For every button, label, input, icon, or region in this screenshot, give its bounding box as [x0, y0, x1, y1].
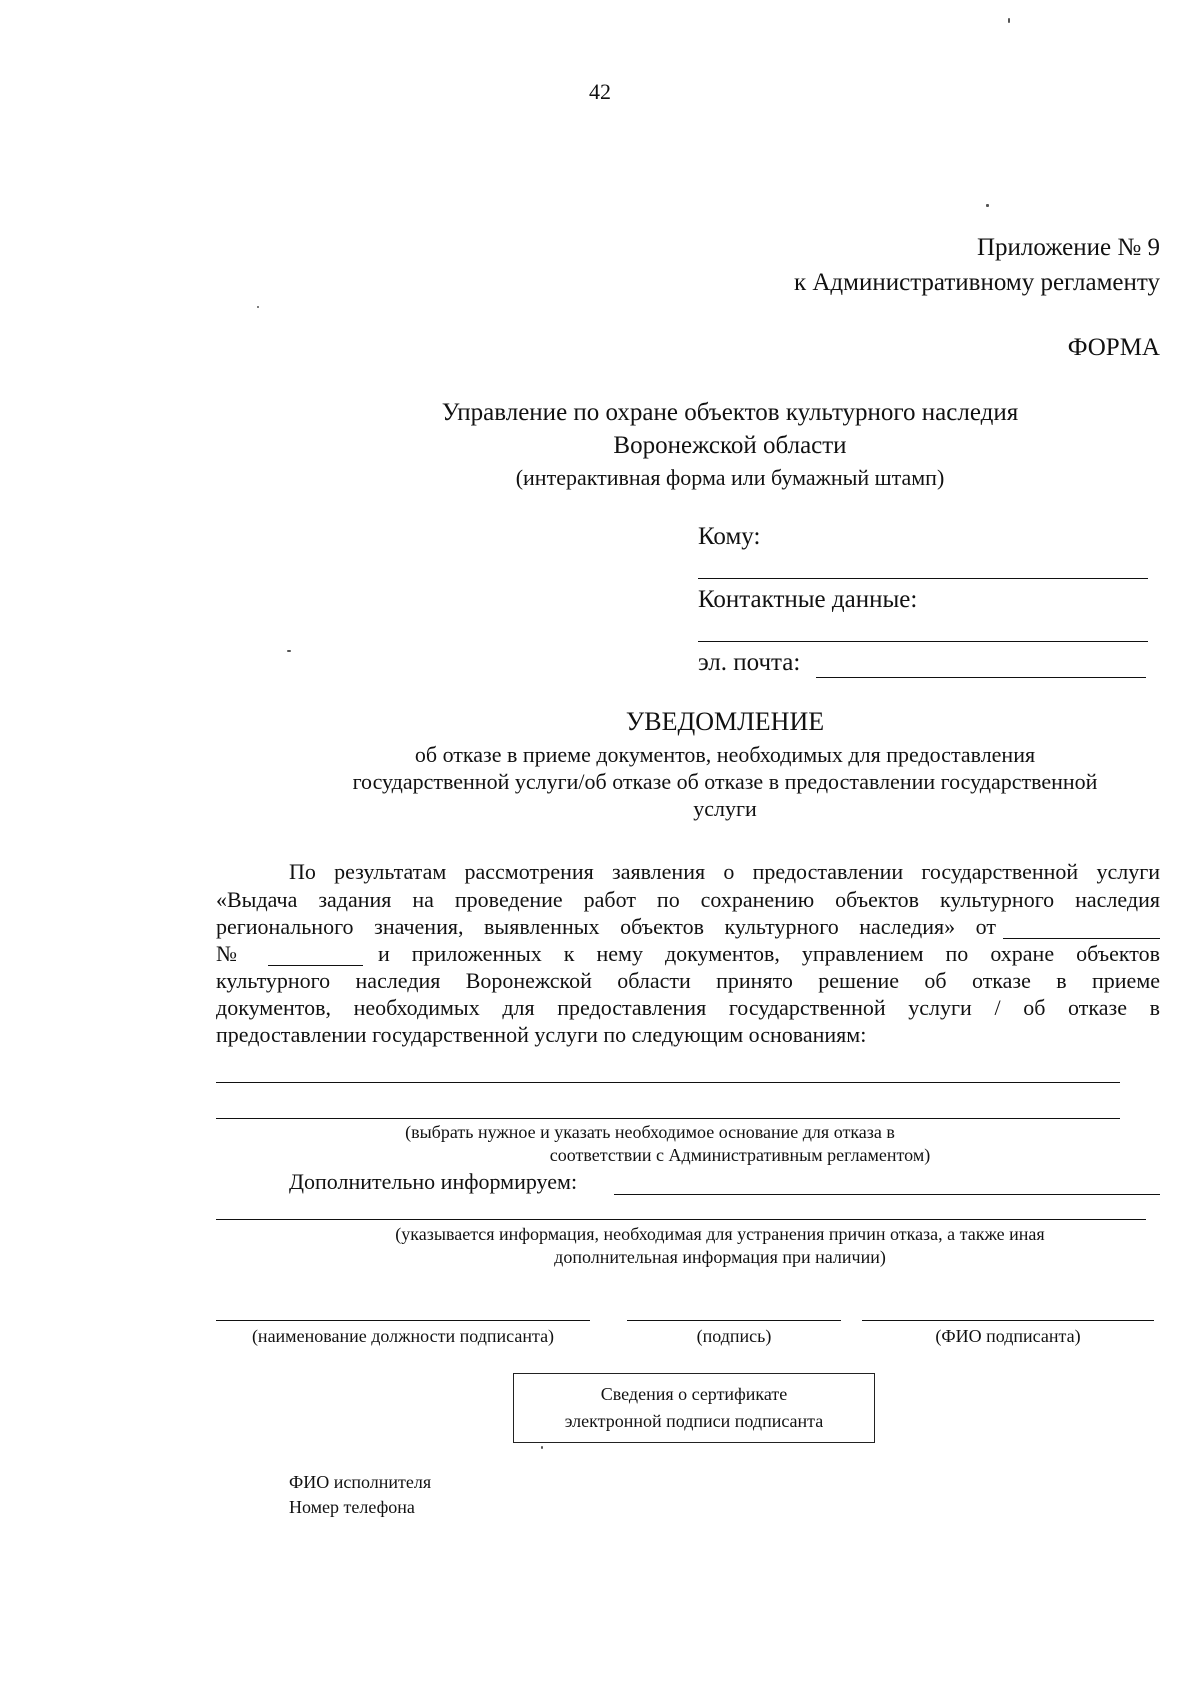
- body-text-line4: и приложенных к нему документов, управлением по охране объектов: [378, 941, 1160, 966]
- scan-speck: [1008, 18, 1010, 23]
- notice-title: УВЕДОМЛЕНИЕ: [625, 707, 825, 736]
- recipient-label: Кому:: [698, 523, 761, 550]
- page-number: 42: [589, 79, 611, 104]
- certificate-line1: Сведения о сертификате: [600, 1384, 788, 1404]
- body-line: [216, 913, 996, 941]
- reason-line-1: [216, 1082, 1120, 1083]
- reason-note-line2: соответствии с Административным регламентом): [549, 1145, 931, 1165]
- contacts-label: Контактные данные:: [698, 586, 918, 613]
- body-line: [216, 994, 1160, 1022]
- body-line: [216, 967, 1160, 995]
- certificate-line2: электронной подписи подписанта: [564, 1411, 824, 1431]
- body-line: [378, 940, 1160, 968]
- scan-speck: [541, 1446, 543, 1449]
- body-text-line6: документов, необходимых для предоставления государственной услуги / об отказе в: [216, 995, 1160, 1020]
- additional-label: Дополнительно информируем:: [289, 1169, 578, 1194]
- appendix-number: Приложение № 9: [976, 234, 1160, 261]
- date-blank-line: [1003, 938, 1160, 939]
- body-text-line1: По результатам рассмотрения заявления о предоставлении государственной услуги: [289, 859, 1160, 884]
- executor-phone-label: Номер телефона: [289, 1497, 415, 1517]
- position-line: [216, 1320, 590, 1321]
- additional-note-line1: (указывается информация, необходимая для устранения причин отказа, а также иная: [395, 1224, 1045, 1244]
- organization-region: Воронежской области: [613, 432, 847, 459]
- signer-position-caption: (наименование должности подписанта): [251, 1326, 555, 1346]
- certificate-box: [513, 1373, 875, 1443]
- number-sign: №: [216, 941, 237, 966]
- scan-speck: [986, 204, 989, 207]
- notice-subtitle-line3: услуги: [693, 796, 757, 821]
- body-line: [216, 886, 1160, 914]
- organization-note: (интерактивная форма или бумажный штамп): [515, 465, 945, 490]
- body-text-line3: регионального значения, выявленных объектов культурного наследия» от: [216, 914, 996, 939]
- signature-line: [627, 1320, 841, 1321]
- organization-name: Управление по охране объектов культурного наследия: [441, 399, 1019, 426]
- body-text-line7: предоставлении государственной услуги по следующим основаниям:: [216, 1022, 867, 1047]
- body-line: [289, 858, 1160, 886]
- recipient-line: [698, 578, 1148, 579]
- name-line: [862, 1320, 1154, 1321]
- body-text-line5: культурного наследия Воронежской области принято решение об отказе в приеме: [216, 968, 1160, 993]
- scan-speck: [287, 650, 291, 652]
- number-blank-line: [268, 965, 363, 966]
- signature-caption: (подпись): [696, 1326, 772, 1346]
- additional-note-line2: дополнительная информация при наличии): [554, 1247, 886, 1267]
- reason-line-2: [216, 1118, 1120, 1119]
- additional-line-1: [614, 1194, 1160, 1195]
- signer-name-caption: (ФИО подписанта): [935, 1326, 1081, 1346]
- executor-name-label: ФИО исполнителя: [289, 1472, 432, 1492]
- notice-subtitle-line1: об отказе в приеме документов, необходимых для предоставления: [414, 742, 1036, 767]
- scan-speck: [257, 306, 259, 308]
- body-text-line2: «Выдача задания на проведение работ по сохранению объектов культурного наследия: [216, 887, 1160, 912]
- notice-subtitle-line2: государственной услуги/об отказе об отказе в предоставлении государственной: [352, 769, 1098, 794]
- contacts-line: [698, 641, 1148, 642]
- appendix-reference: к Административному регламенту: [793, 269, 1160, 296]
- email-label: эл. почта:: [698, 649, 801, 676]
- email-line: [816, 677, 1146, 678]
- additional-line-2: [216, 1219, 1146, 1220]
- form-label: ФОРМА: [1067, 334, 1160, 361]
- reason-note-line1: (выбрать нужное и указать необходимое основание для отказа в: [405, 1122, 895, 1142]
